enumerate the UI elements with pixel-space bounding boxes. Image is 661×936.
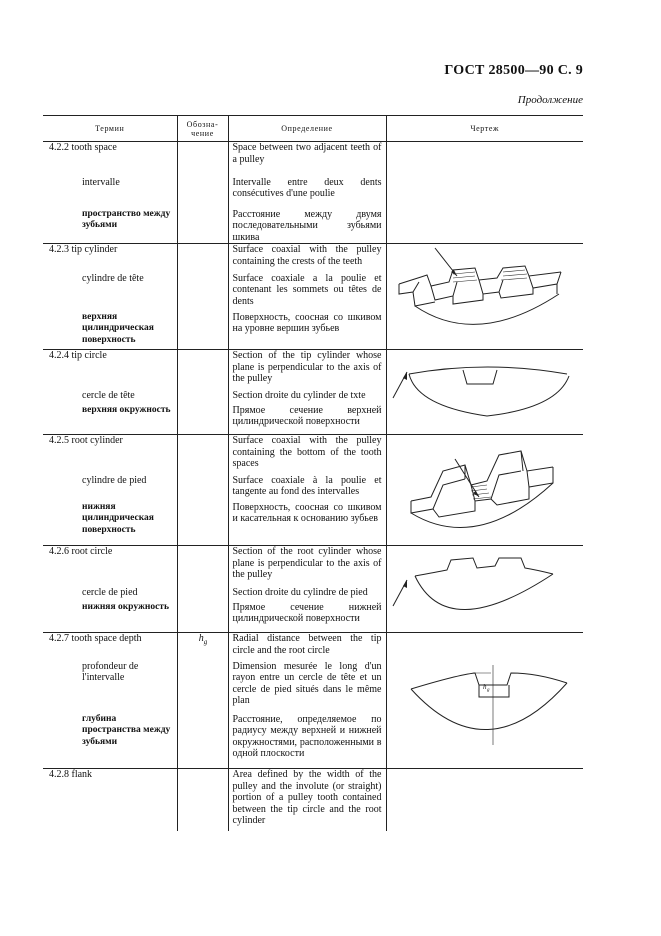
root-circle-drawing [386, 546, 583, 633]
term-en: 4.2.4 tip circle [43, 350, 177, 390]
definition-fr: Section droite du cylindre de pied [228, 587, 386, 602]
symbol-cell [177, 633, 228, 769]
symbol-cell [177, 350, 228, 435]
symbol-cell [177, 546, 228, 633]
term-en: 4.2.2 tooth space [43, 142, 177, 177]
term-fr: profondeur de l'intervalle [43, 661, 177, 714]
term-en: 4.2.5 root cylinder [43, 435, 177, 475]
term-en: 4.2.8 flank [43, 769, 177, 831]
symbol-subscript: g [203, 638, 208, 646]
column-header-term: Термин [43, 116, 177, 142]
term-ru: верхняя цилиндрическая поверхность [43, 312, 177, 350]
definition-en: Radial distance between the tip circle and the root circle [228, 633, 386, 661]
definition-ru: Поверхность, соосная со шкивом и касательная к основанию зубьев [228, 502, 386, 546]
root-cylinder-drawing [386, 435, 583, 546]
table-row [43, 546, 583, 587]
column-header-symbol: Обозна- чение [177, 116, 228, 142]
drawing-label-h: h [482, 683, 486, 691]
term-fr: cercle de pied [43, 587, 177, 602]
definition-en: Section of the root cylinder whose plane is perpendicular to the axis of the pulley [228, 546, 386, 587]
definition-en: Surface coaxial with the pulley containing the crests of the teeth [228, 244, 386, 273]
table-row [43, 142, 583, 177]
column-header-definition: Определение [228, 116, 386, 142]
table-row [43, 769, 583, 831]
definition-ru: Расстояние, определяемое по радиусу между верхней и нижней окружностями, расположенными в одной плоскости [228, 714, 386, 769]
terms-table [43, 115, 583, 831]
term-ru: пространство между зубьями [43, 209, 177, 244]
table-row [43, 633, 583, 661]
definition-en: Section of the tip cylinder whose plane is perpendicular to the axis of the pulley [228, 350, 386, 390]
tooth-space-depth-drawing [386, 633, 583, 769]
term-ru: нижняя окружность [43, 602, 177, 633]
drawing-label-subscript: g [486, 688, 489, 693]
definition-ru: Прямое сечение нижней цилиндрической поверхности [228, 602, 386, 633]
tip-cylinder-drawing [386, 244, 583, 350]
continuation-label: Продолжение [517, 94, 583, 106]
definition-fr: Dimension mesurée le long d'un rayon entre un cercle de tête et un cercle de pied situés dans le même plan [228, 661, 386, 714]
table-header-row [43, 116, 583, 142]
definition-ru: Расстояние между двумя последовательными зубьями шкива [228, 209, 386, 244]
definition-en: Area defined by the width of the pulley and the involute (or straight) portion of a pulley tooth contained between the tip circle and the root cylinder [228, 769, 386, 831]
page-header: ГОСТ 28500—90 С. 9 [444, 63, 583, 78]
definition-ru: Прямое сечение верхней цилиндрической поверхности [228, 405, 386, 435]
term-en: 4.2.6 root circle [43, 546, 177, 587]
term-fr: cylindre de pied [43, 475, 177, 502]
term-ru: верхняя окружность [43, 405, 177, 435]
term-fr: intervalle [43, 177, 177, 209]
definition-fr: Surface coaxiale a la poulie et contenant les sommets ou têtes de dents [228, 273, 386, 312]
definition-fr: Intervalle entre deux dents consécutives d'une poulie [228, 177, 386, 209]
root-circle-figure [387, 546, 584, 633]
definition-fr: Section droite du cylinder de txte [228, 390, 386, 405]
column-header-drawing: Чертеж [386, 116, 583, 142]
definition-en: Surface coaxial with the pulley containing the bottom of the tooth spaces [228, 435, 386, 475]
symbol-cell [177, 244, 228, 350]
definition-fr: Surface coaxiale à la poulie et tangente au fond des intervalles [228, 475, 386, 502]
tip-circle-figure [387, 350, 584, 440]
term-ru: нижняя цилиндрическая поверхность [43, 502, 177, 546]
drawing-cell [386, 769, 583, 831]
tooth-space-depth-figure [387, 633, 584, 768]
term-en: 4.2.7 tooth space depth [43, 633, 177, 661]
root-cylinder-figure [387, 435, 584, 547]
symbol-cell [177, 769, 228, 831]
tip-circle-drawing [386, 350, 583, 435]
term-ru: глубина пространства между зубьями [43, 714, 177, 769]
definition-ru: Поверхность, соосная со шкивом на уровне вершин зубьев [228, 312, 386, 350]
symbol-cell [177, 142, 228, 244]
table-row [43, 244, 583, 273]
symbol-h: h [198, 633, 204, 644]
tip-cylinder-figure [387, 244, 584, 350]
term-fr: cercle de tête [43, 390, 177, 405]
drawing-cell [386, 142, 583, 244]
table-row [43, 350, 583, 390]
term-en: 4.2.3 tip cylinder [43, 244, 177, 273]
table-row [43, 435, 583, 475]
term-fr: cylindre de tête [43, 273, 177, 312]
definition-en: Space between two adjacent teeth of a pulley [228, 142, 386, 177]
symbol-cell [177, 435, 228, 546]
